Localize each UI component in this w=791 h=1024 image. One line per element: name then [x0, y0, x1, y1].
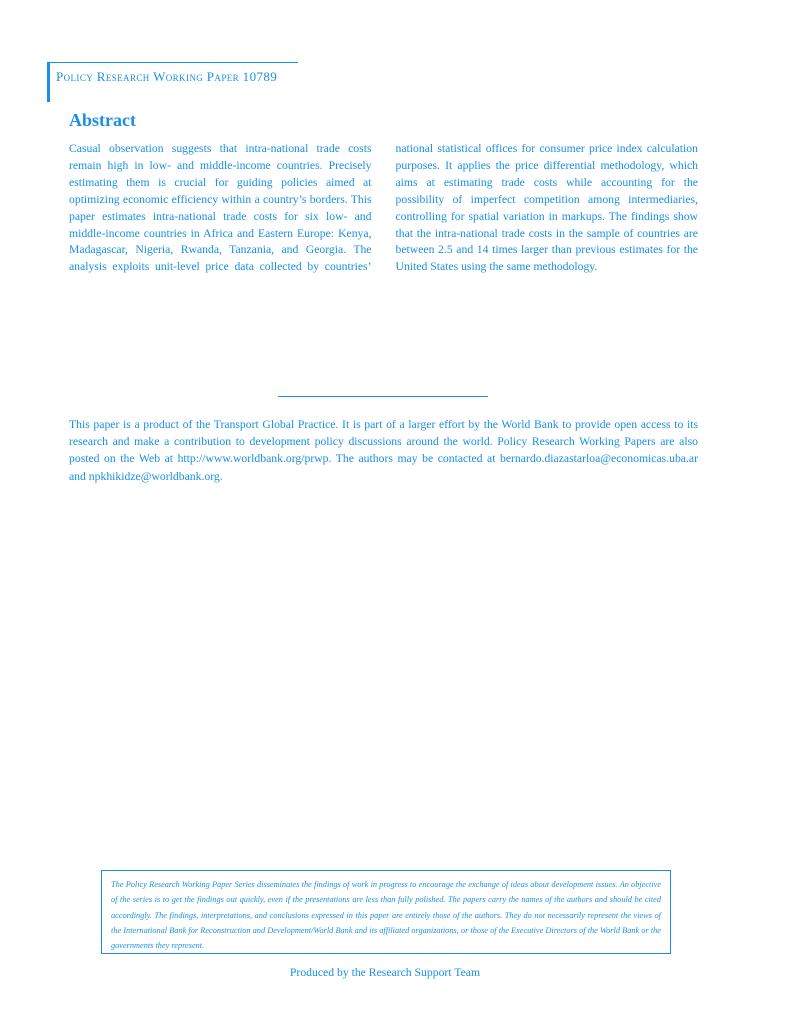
abstract-text: Casual observation suggests that intra-national trade costs remain high in low- and middle-income countries. Precisely estimating them is crucial for guiding policies aimed at optimizing economic efficiency within a country’s borders. This paper estimates intra-national trade costs for six low- and middle-income countries in Africa and Eastern Europe: Kenya, Madagascar, Nigeria, Rwanda, Tanzania, and Georgia. The analysis exploits unit-level price data collected by countries’ national statistical offices for consumer price index calculation purposes. It applies the price differential methodology, which aims at estimating trade costs while accounting for the possibility of imperfect competition among intermediaries, controlling for spatial variation in markups. The findings show that the intra-national trade costs in the sample of countries are between 2.5 and 14 times larger than previous estimates for the United States using the same methodology. [69, 142, 698, 274]
section-divider [278, 396, 488, 397]
product-note: This paper is a product of the Transport Global Practice. It is part of a larger effort by the World Bank to provide open access to its research and make a contribution to development policy discussions around the world. Policy Research Working Papers are also posted on the Web at http://www.worldbank.org/prwp. The authors may be contacted at bernardo.diazastarloa@economicas.uba.ar and npkhikidze@worldbank.org. [69, 418, 698, 483]
header-accent-bar [47, 62, 50, 102]
footer-credit: Produced by the Research Support Team [289, 966, 481, 979]
header-rule [50, 62, 298, 63]
abstract-heading: Abstract [69, 110, 136, 130]
abstract-body [69, 141, 698, 293]
series-title: Policy Research Working Paper 10789 [56, 69, 278, 84]
disclaimer-box [101, 870, 671, 954]
disclaimer-text: The Policy Research Working Paper Series disseminates the findings of work in progress to encourage the exchange of ideas about development issues. An objective of the series is to get the findings out quickly, even if the presentations are less than fully polished. The papers carry the names of the authors and should be cited accordingly. The findings, interpretations, and conclusions expressed in this paper are entirely those of the authors. They do not necessarily represent the views of the International Bank for Reconstruction and Development/World Bank and its affiliated organizations, or those of the Executive Directors of the World Bank or the governments they represent. [111, 880, 661, 951]
